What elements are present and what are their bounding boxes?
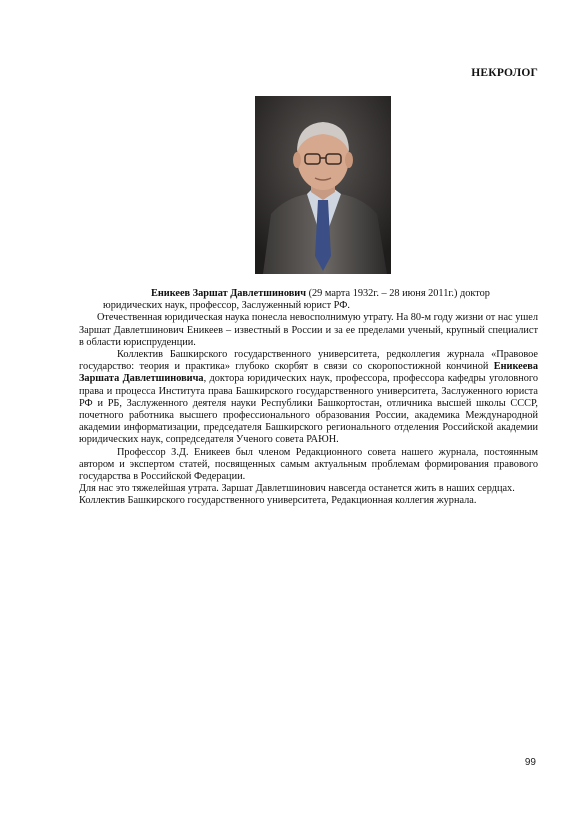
- life-dates: (29 марта 1932г. – 28 июня 2011г.) доктор: [306, 288, 490, 299]
- signature-line: Коллектив Башкирского государственного университета, Редакционная коллегия журнала.: [79, 495, 477, 507]
- intro-line-1: [79, 288, 538, 300]
- portrait-photo: [255, 96, 391, 274]
- condolence-text-start: Коллектив Башкирского государственного университета, редколлегия журнала «Правовое государство: теория и практика» глубоко скорбят в связи со скоропостижной кончиной: [79, 349, 538, 373]
- obituary-text: [79, 288, 538, 508]
- paragraph-condolence: [79, 349, 538, 447]
- intro-line-2: юридических наук, профессор, Заслуженный юрист РФ.: [103, 300, 350, 312]
- page-title: НЕКРОЛОГ: [471, 67, 538, 79]
- paragraph-grief: Для нас это тяжелейшая утрата. Заршат Давлетшинович навсегда останется жить в наших сердцах.: [79, 483, 515, 495]
- paragraph-loss: Отечественная юридическая наука понесла невосполнимую утрату. На 80-м году жизни от нас ушел Заршат Давлетшинович Еникеев – известный в России и за ее пределами ученый, крупный специалист в области юриспруденции.: [79, 312, 538, 348]
- deceased-name-genitive: Еникеева Заршата Давлетшиновича: [79, 361, 538, 385]
- condolence-text-end: , доктора юридических наук, профессора, профессора кафедры уголовного права и процесса Института права Башкирского государственного университета, Заслуженного юриста РФ и РБ, Заслуженного деятеля науки Республики Башкортостан, отличника высшей школы СССР, почетного работника высшего профессионального образования России, академика Международной академии информатизации, председателя Башкирского регионального отделения Российской академии юридических наук, сопредседателя Ученого совета РАЮН.: [79, 373, 538, 446]
- deceased-name: Еникеев Заршат Давлетшинович: [151, 288, 307, 299]
- page-number: 99: [524, 757, 536, 768]
- paragraph-editorial-council: Профессор З.Д. Еникеев был членом Редакционного совета нашего журнала, постоянным автором и экспертом статей, посвященных самым актуальным проблемам формирования правового государства в Российской Федерации.: [79, 446, 538, 483]
